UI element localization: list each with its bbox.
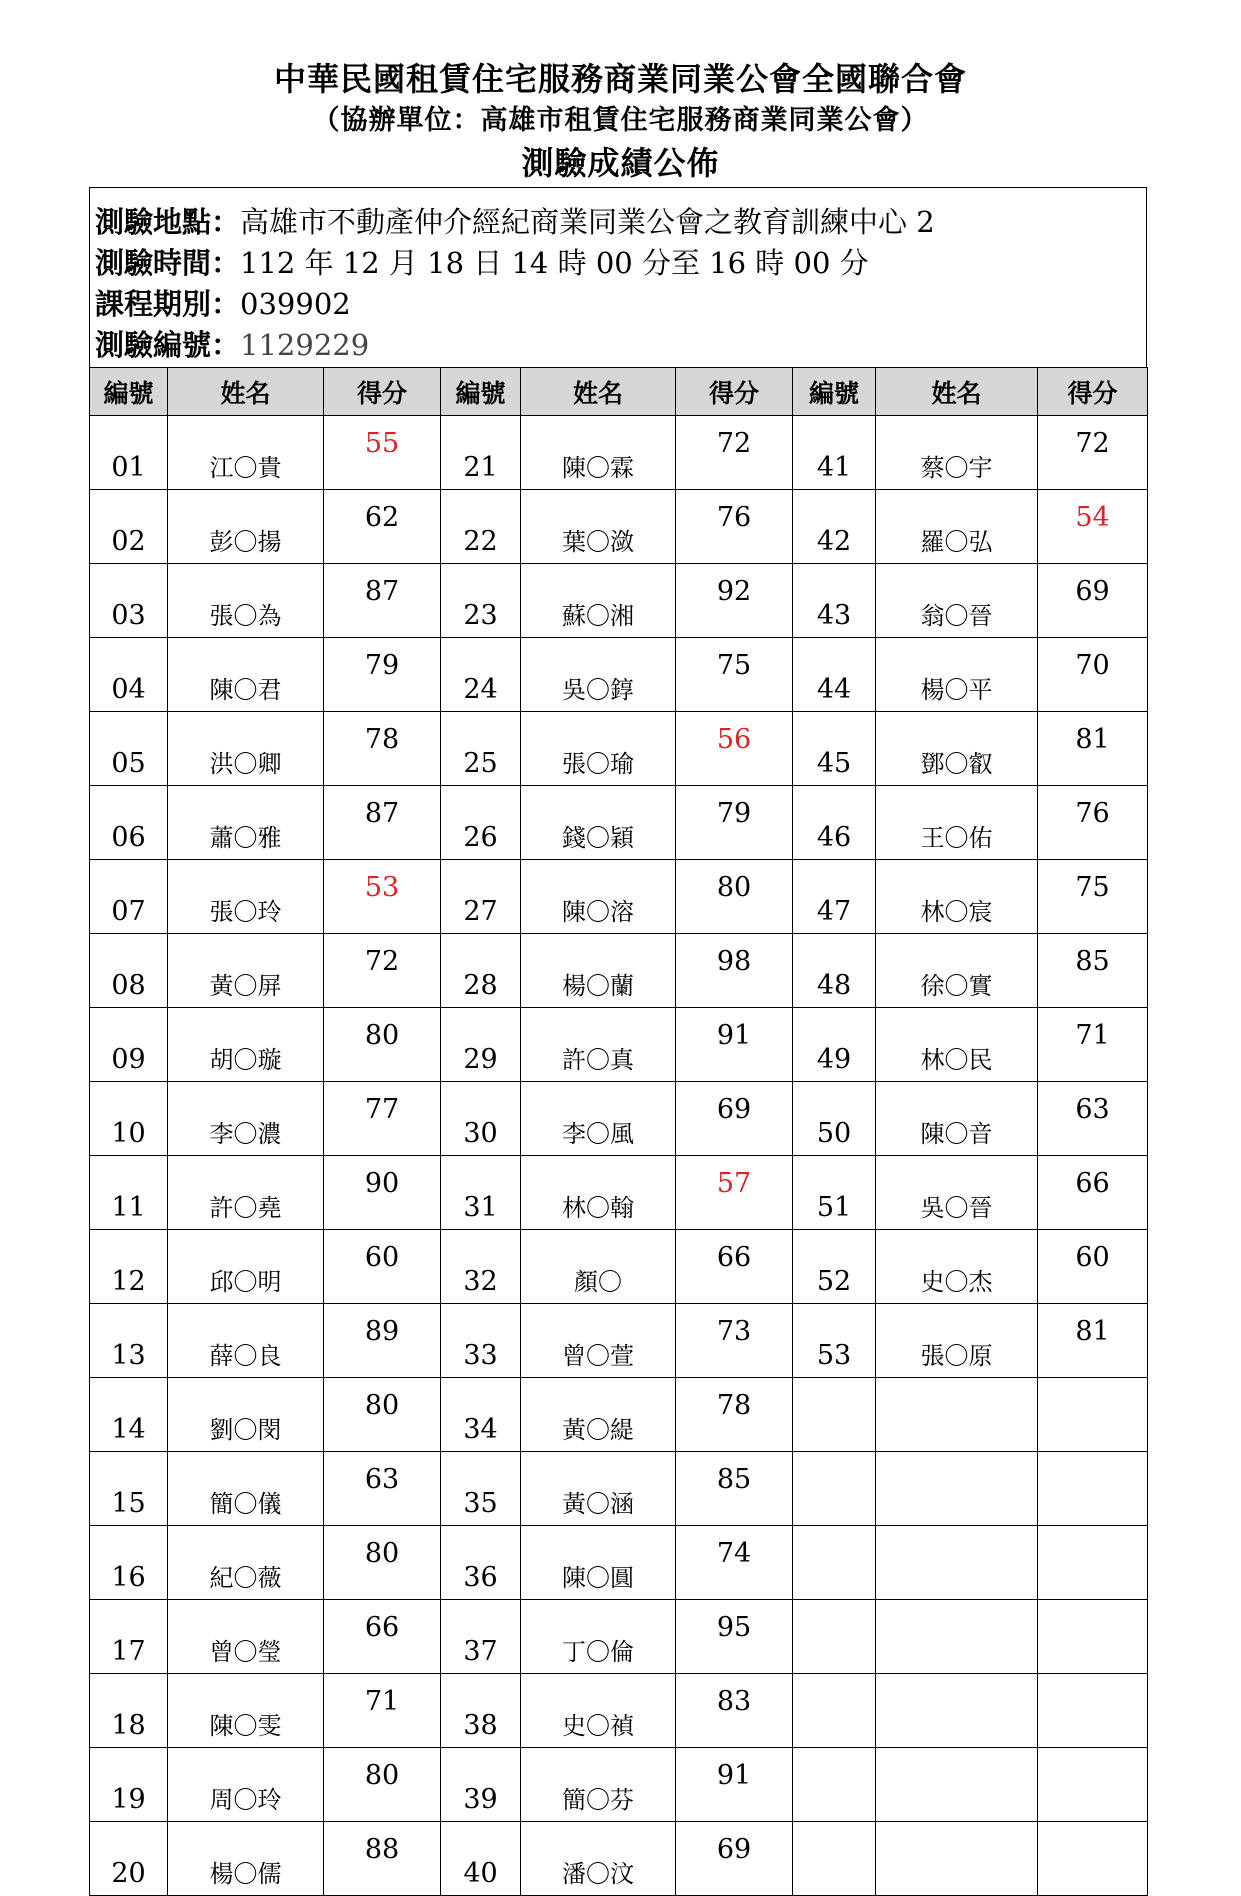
student-name bbox=[876, 1748, 1038, 1822]
student-score bbox=[1038, 1822, 1148, 1896]
course-period-line bbox=[95, 282, 351, 323]
student-name bbox=[876, 1674, 1038, 1748]
student-score bbox=[1038, 1378, 1148, 1452]
student-score: 53 bbox=[324, 860, 441, 934]
student-number: 14 bbox=[90, 1378, 168, 1452]
student-name: 林〇翰 bbox=[521, 1156, 676, 1230]
student-name: 徐〇實 bbox=[876, 934, 1038, 1008]
student-number: 45 bbox=[793, 712, 876, 786]
student-number bbox=[793, 1748, 876, 1822]
student-name: 李〇風 bbox=[521, 1082, 676, 1156]
student-score: 76 bbox=[1038, 786, 1148, 860]
student-name: 葉〇潋 bbox=[521, 490, 676, 564]
student-number bbox=[793, 1526, 876, 1600]
student-number: 09 bbox=[90, 1008, 168, 1082]
student-score: 81 bbox=[1038, 1304, 1148, 1378]
student-score: 69 bbox=[676, 1082, 793, 1156]
student-name: 蕭〇雅 bbox=[168, 786, 324, 860]
column-header-name: 姓名 bbox=[876, 368, 1038, 416]
student-name: 黃〇屏 bbox=[168, 934, 324, 1008]
student-score: 70 bbox=[1038, 638, 1148, 712]
student-number: 41 bbox=[793, 416, 876, 490]
student-score: 95 bbox=[676, 1600, 793, 1674]
table-row bbox=[90, 786, 1148, 860]
student-score: 75 bbox=[676, 638, 793, 712]
student-score: 91 bbox=[676, 1748, 793, 1822]
student-score: 77 bbox=[324, 1082, 441, 1156]
student-name: 陳〇音 bbox=[876, 1082, 1038, 1156]
student-number bbox=[793, 1674, 876, 1748]
organizer-line: （協辦單位：高雄市租賃住宅服務商業同業公會） bbox=[312, 105, 929, 136]
student-name: 王〇佑 bbox=[876, 786, 1038, 860]
student-score: 66 bbox=[324, 1600, 441, 1674]
exam-time-line bbox=[95, 241, 869, 282]
exam-location-label: 測驗地點： bbox=[95, 205, 241, 239]
student-number: 30 bbox=[441, 1082, 521, 1156]
column-header-name: 姓名 bbox=[521, 368, 676, 416]
student-number: 21 bbox=[441, 416, 521, 490]
student-number: 11 bbox=[90, 1156, 168, 1230]
exam-location-line bbox=[95, 200, 935, 241]
student-name: 史〇杰 bbox=[876, 1230, 1038, 1304]
table-row bbox=[90, 1378, 1148, 1452]
student-name: 陳〇溶 bbox=[521, 860, 676, 934]
student-score: 73 bbox=[676, 1304, 793, 1378]
student-score: 90 bbox=[324, 1156, 441, 1230]
student-score: 66 bbox=[1038, 1156, 1148, 1230]
student-name: 翁〇晉 bbox=[876, 564, 1038, 638]
student-score bbox=[1038, 1674, 1148, 1748]
course-period-value: 039902 bbox=[240, 287, 351, 321]
student-number: 29 bbox=[441, 1008, 521, 1082]
student-name: 黃〇涵 bbox=[521, 1452, 676, 1526]
student-score: 80 bbox=[324, 1008, 441, 1082]
student-number: 43 bbox=[793, 564, 876, 638]
student-number: 13 bbox=[90, 1304, 168, 1378]
table-body bbox=[90, 416, 1148, 1896]
student-number: 32 bbox=[441, 1230, 521, 1304]
student-score: 75 bbox=[1038, 860, 1148, 934]
student-number: 36 bbox=[441, 1526, 521, 1600]
student-number: 02 bbox=[90, 490, 168, 564]
student-score: 80 bbox=[324, 1748, 441, 1822]
table-row bbox=[90, 1008, 1148, 1082]
student-number: 53 bbox=[793, 1304, 876, 1378]
column-header-score: 得分 bbox=[1038, 368, 1148, 416]
document-subtitle: 測驗成績公佈 bbox=[521, 144, 720, 182]
column-header-number: 編號 bbox=[441, 368, 521, 416]
score-table bbox=[89, 367, 1148, 1896]
student-score: 71 bbox=[1038, 1008, 1148, 1082]
student-number bbox=[793, 1822, 876, 1896]
student-name: 許〇真 bbox=[521, 1008, 676, 1082]
student-name: 許〇堯 bbox=[168, 1156, 324, 1230]
student-score: 60 bbox=[324, 1230, 441, 1304]
student-score: 63 bbox=[1038, 1082, 1148, 1156]
student-name: 薛〇良 bbox=[168, 1304, 324, 1378]
student-name: 陳〇君 bbox=[168, 638, 324, 712]
table-row bbox=[90, 712, 1148, 786]
student-name: 陳〇雯 bbox=[168, 1674, 324, 1748]
student-name: 史〇禎 bbox=[521, 1674, 676, 1748]
student-number: 18 bbox=[90, 1674, 168, 1748]
document-title: 中華民國租賃住宅服務商業同業公會全國聯合會 bbox=[273, 60, 967, 98]
exam-number-label: 測驗編號： bbox=[95, 328, 241, 362]
exam-location-value: 高雄市不動產仲介經紀商業同業公會之教育訓練中心 2 bbox=[240, 205, 935, 239]
student-score bbox=[1038, 1526, 1148, 1600]
student-name: 李〇濃 bbox=[168, 1082, 324, 1156]
student-name: 楊〇儒 bbox=[168, 1822, 324, 1896]
student-name bbox=[876, 1378, 1038, 1452]
table-header-row bbox=[90, 368, 1148, 416]
student-number: 46 bbox=[793, 786, 876, 860]
table-row bbox=[90, 1230, 1148, 1304]
student-number: 51 bbox=[793, 1156, 876, 1230]
student-name: 丁〇倫 bbox=[521, 1600, 676, 1674]
student-score: 98 bbox=[676, 934, 793, 1008]
student-number: 01 bbox=[90, 416, 168, 490]
student-score: 62 bbox=[324, 490, 441, 564]
student-number: 38 bbox=[441, 1674, 521, 1748]
student-number: 42 bbox=[793, 490, 876, 564]
student-score: 88 bbox=[324, 1822, 441, 1896]
student-name: 張〇瑜 bbox=[521, 712, 676, 786]
student-score: 79 bbox=[324, 638, 441, 712]
student-number: 25 bbox=[441, 712, 521, 786]
student-number: 16 bbox=[90, 1526, 168, 1600]
student-score: 76 bbox=[676, 490, 793, 564]
student-number: 12 bbox=[90, 1230, 168, 1304]
student-number bbox=[793, 1600, 876, 1674]
student-name: 張〇為 bbox=[168, 564, 324, 638]
student-score: 79 bbox=[676, 786, 793, 860]
exam-info-box bbox=[89, 187, 1147, 367]
student-name: 林〇民 bbox=[876, 1008, 1038, 1082]
student-number: 35 bbox=[441, 1452, 521, 1526]
student-score: 78 bbox=[676, 1378, 793, 1452]
student-number: 37 bbox=[441, 1600, 521, 1674]
student-score: 80 bbox=[324, 1526, 441, 1600]
student-number: 19 bbox=[90, 1748, 168, 1822]
student-score: 54 bbox=[1038, 490, 1148, 564]
student-number: 33 bbox=[441, 1304, 521, 1378]
table-row bbox=[90, 638, 1148, 712]
student-score: 72 bbox=[676, 416, 793, 490]
student-number: 50 bbox=[793, 1082, 876, 1156]
student-name: 胡〇璇 bbox=[168, 1008, 324, 1082]
student-name: 張〇原 bbox=[876, 1304, 1038, 1378]
student-name bbox=[876, 1822, 1038, 1896]
student-number: 40 bbox=[441, 1822, 521, 1896]
student-score: 87 bbox=[324, 786, 441, 860]
student-name: 江〇貴 bbox=[168, 416, 324, 490]
student-name: 簡〇儀 bbox=[168, 1452, 324, 1526]
table-row bbox=[90, 564, 1148, 638]
student-number: 03 bbox=[90, 564, 168, 638]
student-name: 紀〇薇 bbox=[168, 1526, 324, 1600]
table-row bbox=[90, 1822, 1148, 1896]
table-row bbox=[90, 1156, 1148, 1230]
student-score: 60 bbox=[1038, 1230, 1148, 1304]
student-name: 劉〇閔 bbox=[168, 1378, 324, 1452]
student-score: 80 bbox=[676, 860, 793, 934]
student-name: 楊〇平 bbox=[876, 638, 1038, 712]
exam-number-line bbox=[95, 323, 369, 364]
student-number: 17 bbox=[90, 1600, 168, 1674]
student-name bbox=[876, 1600, 1038, 1674]
student-name: 吳〇錞 bbox=[521, 638, 676, 712]
table-row bbox=[90, 1304, 1148, 1378]
exam-number-value: 1129229 bbox=[240, 328, 370, 362]
student-score: 92 bbox=[676, 564, 793, 638]
column-header-number: 編號 bbox=[793, 368, 876, 416]
student-score: 80 bbox=[324, 1378, 441, 1452]
student-name: 蘇〇湘 bbox=[521, 564, 676, 638]
exam-time-value: 112 年 12 月 18 日 14 時 00 分至 16 時 00 分 bbox=[240, 246, 869, 280]
student-score: 72 bbox=[324, 934, 441, 1008]
student-name: 鄧〇叡 bbox=[876, 712, 1038, 786]
exam-time-label: 測驗時間： bbox=[95, 246, 241, 280]
student-score bbox=[1038, 1748, 1148, 1822]
student-name: 邱〇明 bbox=[168, 1230, 324, 1304]
student-score: 85 bbox=[676, 1452, 793, 1526]
student-score bbox=[1038, 1600, 1148, 1674]
student-number: 15 bbox=[90, 1452, 168, 1526]
student-name: 林〇宸 bbox=[876, 860, 1038, 934]
student-number: 06 bbox=[90, 786, 168, 860]
student-name: 曾〇萱 bbox=[521, 1304, 676, 1378]
student-name bbox=[876, 1526, 1038, 1600]
column-header-name: 姓名 bbox=[168, 368, 324, 416]
student-number: 28 bbox=[441, 934, 521, 1008]
table-row bbox=[90, 490, 1148, 564]
student-score: 78 bbox=[324, 712, 441, 786]
student-number: 39 bbox=[441, 1748, 521, 1822]
student-score: 81 bbox=[1038, 712, 1148, 786]
student-name: 楊〇蘭 bbox=[521, 934, 676, 1008]
student-number: 08 bbox=[90, 934, 168, 1008]
student-score: 71 bbox=[324, 1674, 441, 1748]
student-name: 張〇玲 bbox=[168, 860, 324, 934]
student-name: 周〇玲 bbox=[168, 1748, 324, 1822]
column-header-number: 編號 bbox=[90, 368, 168, 416]
student-score bbox=[1038, 1452, 1148, 1526]
student-name: 蔡〇宇 bbox=[876, 416, 1038, 490]
column-header-score: 得分 bbox=[324, 368, 441, 416]
student-score: 56 bbox=[676, 712, 793, 786]
table-row bbox=[90, 1600, 1148, 1674]
student-name: 彭〇揚 bbox=[168, 490, 324, 564]
student-score: 69 bbox=[1038, 564, 1148, 638]
student-score: 89 bbox=[324, 1304, 441, 1378]
table-row bbox=[90, 934, 1148, 1008]
student-name: 曾〇瑩 bbox=[168, 1600, 324, 1674]
student-name: 錢〇穎 bbox=[521, 786, 676, 860]
student-number: 34 bbox=[441, 1378, 521, 1452]
student-score: 83 bbox=[676, 1674, 793, 1748]
student-number: 49 bbox=[793, 1008, 876, 1082]
student-number: 47 bbox=[793, 860, 876, 934]
table-row bbox=[90, 860, 1148, 934]
student-number: 27 bbox=[441, 860, 521, 934]
student-number: 10 bbox=[90, 1082, 168, 1156]
student-score: 91 bbox=[676, 1008, 793, 1082]
student-name: 陳〇圓 bbox=[521, 1526, 676, 1600]
student-name: 簡〇芬 bbox=[521, 1748, 676, 1822]
student-score: 72 bbox=[1038, 416, 1148, 490]
course-period-label: 課程期別： bbox=[95, 287, 241, 321]
student-number: 23 bbox=[441, 564, 521, 638]
table-row bbox=[90, 1082, 1148, 1156]
student-number: 44 bbox=[793, 638, 876, 712]
table-row bbox=[90, 1526, 1148, 1600]
student-number: 31 bbox=[441, 1156, 521, 1230]
student-number: 07 bbox=[90, 860, 168, 934]
student-number bbox=[793, 1452, 876, 1526]
column-header-score: 得分 bbox=[676, 368, 793, 416]
student-number: 22 bbox=[441, 490, 521, 564]
student-score: 85 bbox=[1038, 934, 1148, 1008]
student-score: 63 bbox=[324, 1452, 441, 1526]
student-number: 52 bbox=[793, 1230, 876, 1304]
student-score: 55 bbox=[324, 416, 441, 490]
student-name: 顏〇 bbox=[521, 1230, 676, 1304]
student-name: 羅〇弘 bbox=[876, 490, 1038, 564]
student-name: 洪〇卿 bbox=[168, 712, 324, 786]
student-name bbox=[876, 1452, 1038, 1526]
student-score: 66 bbox=[676, 1230, 793, 1304]
student-number: 20 bbox=[90, 1822, 168, 1896]
student-score: 69 bbox=[676, 1822, 793, 1896]
student-name: 潘〇汶 bbox=[521, 1822, 676, 1896]
student-score: 74 bbox=[676, 1526, 793, 1600]
table-row bbox=[90, 416, 1148, 490]
student-number: 05 bbox=[90, 712, 168, 786]
student-number bbox=[793, 1378, 876, 1452]
table-row bbox=[90, 1452, 1148, 1526]
student-number: 26 bbox=[441, 786, 521, 860]
table-row bbox=[90, 1748, 1148, 1822]
table-row bbox=[90, 1674, 1148, 1748]
student-name: 黃〇緹 bbox=[521, 1378, 676, 1452]
student-name: 吳〇晉 bbox=[876, 1156, 1038, 1230]
student-score: 57 bbox=[676, 1156, 793, 1230]
student-number: 24 bbox=[441, 638, 521, 712]
student-number: 48 bbox=[793, 934, 876, 1008]
student-name: 陳〇霖 bbox=[521, 416, 676, 490]
student-number: 04 bbox=[90, 638, 168, 712]
student-score: 87 bbox=[324, 564, 441, 638]
